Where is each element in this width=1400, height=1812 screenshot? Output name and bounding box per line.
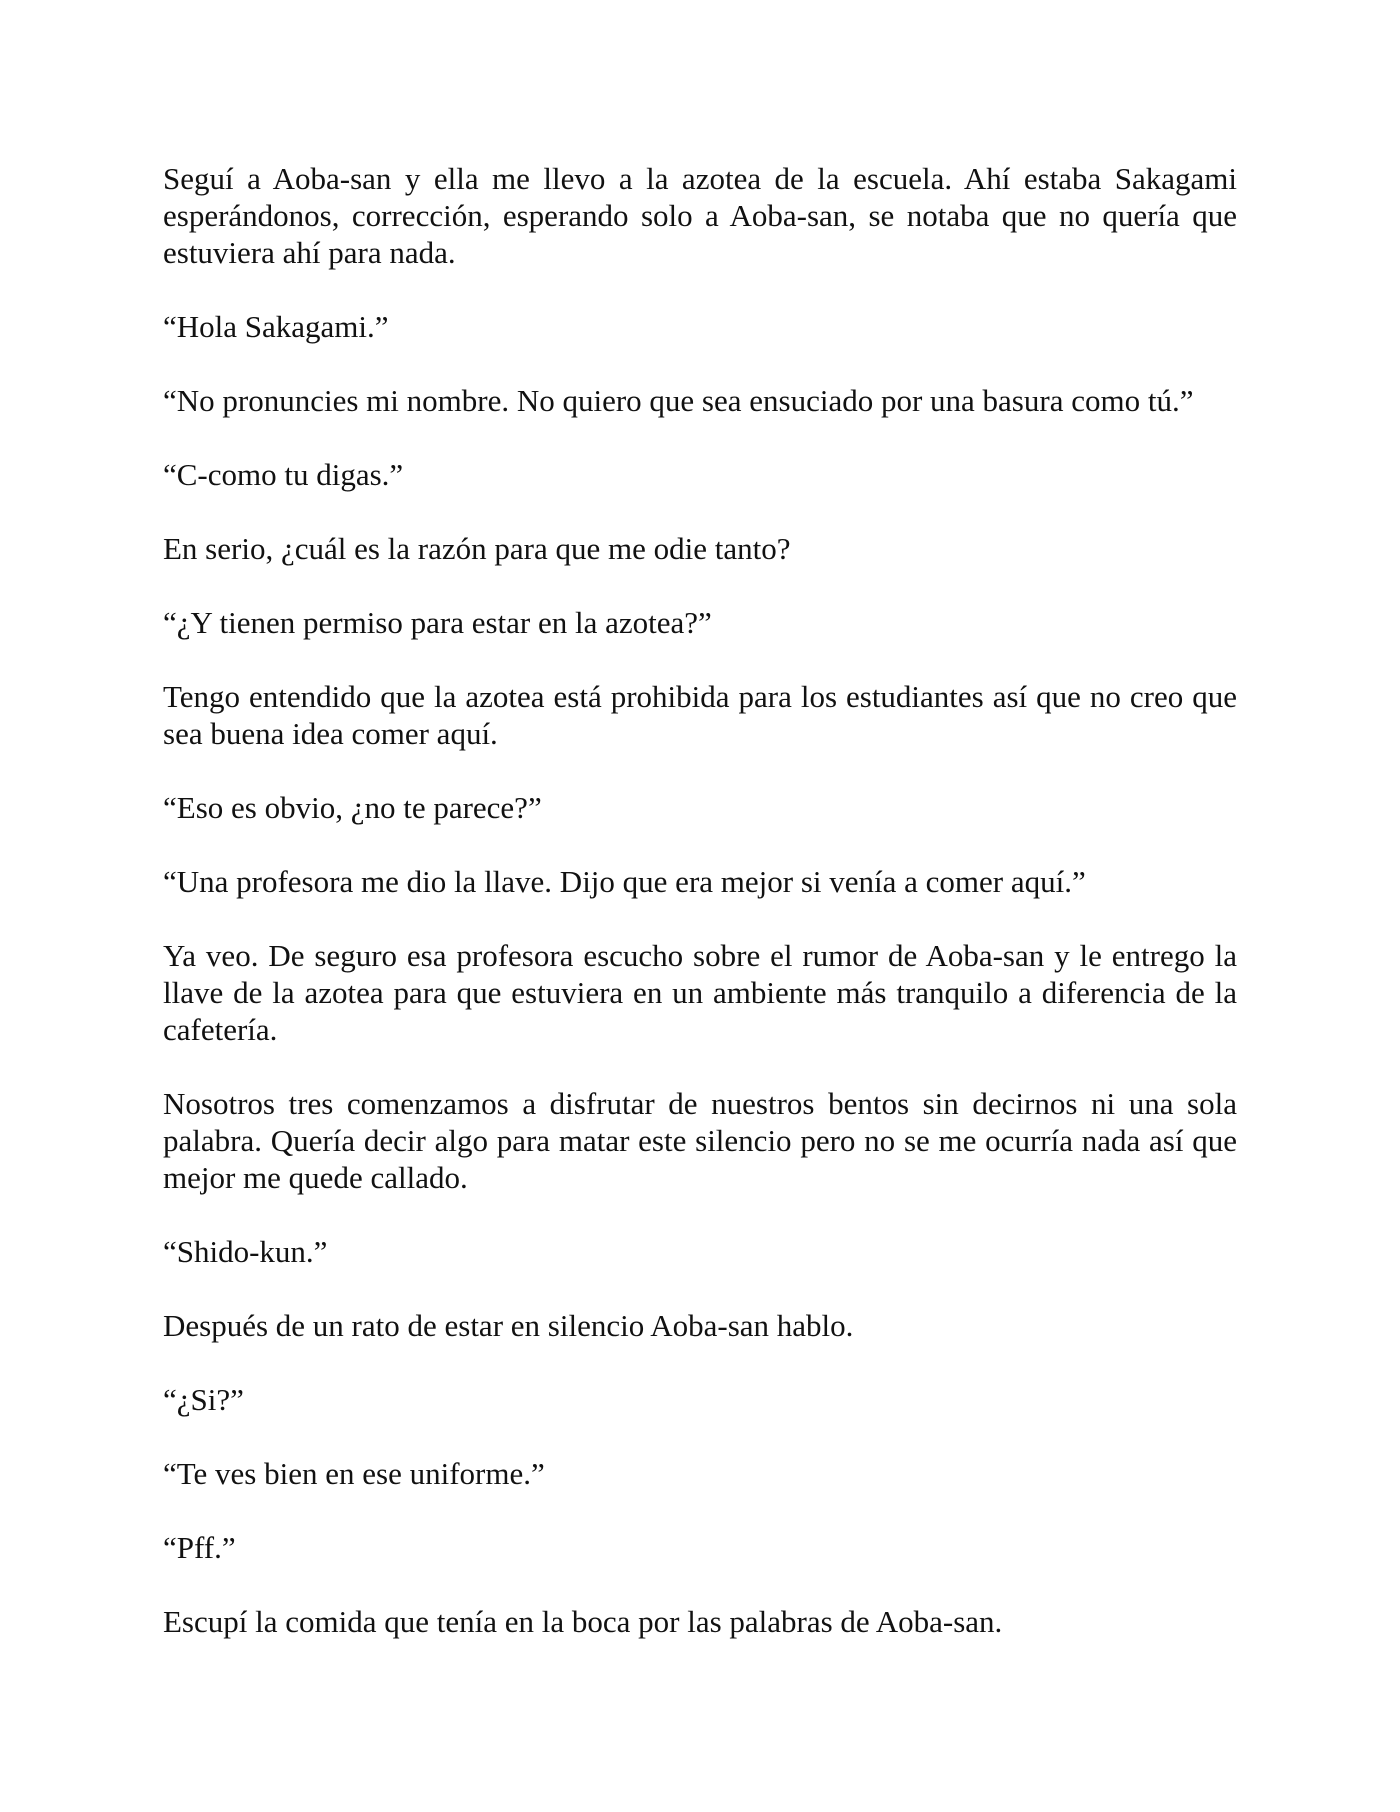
dialogue-line: “Shido-kun.” [163,1234,328,1269]
dialogue-line: “Pff.” [163,1530,236,1565]
paragraph: Seguí a Aoba-san y ella me llevo a la azotea de la escuela. Ahí estaba Sakagami esperándonos, corrección, esperando solo a Aoba-san, se notaba que no quería que estuviera ahí para nada. [163,161,1237,270]
dialogue-line: “Te ves bien en ese uniforme.” [163,1456,545,1491]
dialogue-line: “Hola Sakagami.” [163,309,389,344]
dialogue-line: “C-como tu digas.” [163,457,404,492]
dialogue-line: “No pronuncies mi nombre. No quiero que sea ensuciado por una basura como tú.” [163,383,1194,418]
dialogue-line: “¿Y tienen permiso para estar en la azotea?” [163,605,712,640]
paragraph: Después de un rato de estar en silencio Aoba-san hablo. [163,1308,854,1343]
body-text [163,160,1237,1677]
dialogue-line: “¿Si?” [163,1382,244,1417]
paragraph: Ya veo. De seguro esa profesora escucho sobre el rumor de Aoba-san y le entrego la llave de la azotea para que estuviera en un ambiente más tranquilo a diferencia de la cafetería. [163,938,1237,1047]
paragraph: Tengo entendido que la azotea está prohibida para los estudiantes así que no creo que sea buena idea comer aquí. [163,679,1237,751]
paragraph: En serio, ¿cuál es la razón para que me odie tanto? [163,531,791,566]
paragraph: Escupí la comida que tenía en la boca por las palabras de Aoba-san. [163,1604,1003,1639]
paragraph: Nosotros tres comenzamos a disfrutar de nuestros bentos sin decirnos ni una sola palabra. Quería decir algo para matar este silencio pero no se me ocurría nada así que mejor me quede callado. [163,1086,1237,1195]
dialogue-line: “Eso es obvio, ¿no te parece?” [163,790,542,825]
dialogue-line: “Una profesora me dio la llave. Dijo que era mejor si venía a comer aquí.” [163,864,1086,899]
